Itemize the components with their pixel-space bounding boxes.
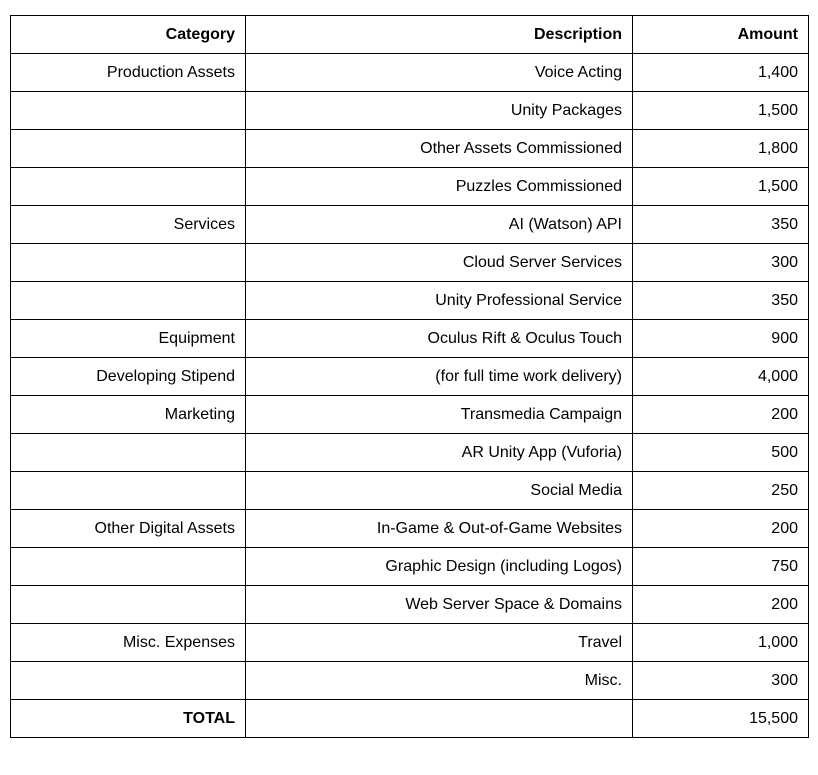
cell-amount: 500: [633, 434, 809, 472]
table-row: [11, 92, 809, 130]
table-row: [11, 130, 809, 168]
cell-amount: 750: [633, 548, 809, 586]
cell-category: [11, 662, 246, 700]
cell-description: Transmedia Campaign: [246, 396, 633, 434]
cell-amount: 200: [633, 510, 809, 548]
cell-amount: 900: [633, 320, 809, 358]
cell-description: In-Game & Out-of-Game Websites: [246, 510, 633, 548]
table-row: [11, 548, 809, 586]
cell-category: [11, 282, 246, 320]
table-header-row: [11, 16, 809, 54]
cell-category: [11, 130, 246, 168]
cell-amount: 1,800: [633, 130, 809, 168]
table-row: [11, 358, 809, 396]
cell-amount: 1,000: [633, 624, 809, 662]
cell-description: Web Server Space & Domains: [246, 586, 633, 624]
table-row: [11, 662, 809, 700]
header-amount: Amount: [633, 16, 809, 54]
cell-category: Other Digital Assets: [11, 510, 246, 548]
cell-category: Misc. Expenses: [11, 624, 246, 662]
cell-description: (for full time work delivery): [246, 358, 633, 396]
total-label: TOTAL: [11, 700, 246, 738]
table-row: [11, 586, 809, 624]
cell-amount: 350: [633, 282, 809, 320]
cell-description: Unity Professional Service: [246, 282, 633, 320]
cell-category: [11, 548, 246, 586]
total-description: [246, 700, 633, 738]
table-row: [11, 434, 809, 472]
cell-description: Voice Acting: [246, 54, 633, 92]
cell-category: Equipment: [11, 320, 246, 358]
cell-amount: 350: [633, 206, 809, 244]
cell-category: Services: [11, 206, 246, 244]
table-row: [11, 396, 809, 434]
header-description: Description: [246, 16, 633, 54]
cell-amount: 1,400: [633, 54, 809, 92]
cell-category: [11, 92, 246, 130]
cell-description: Misc.: [246, 662, 633, 700]
cell-description: Puzzles Commissioned: [246, 168, 633, 206]
cell-description: Oculus Rift & Oculus Touch: [246, 320, 633, 358]
cell-category: Production Assets: [11, 54, 246, 92]
cell-category: [11, 244, 246, 282]
total-row: [11, 700, 809, 738]
cell-description: Social Media: [246, 472, 633, 510]
table-row: [11, 624, 809, 662]
cell-amount: 300: [633, 244, 809, 282]
cell-amount: 4,000: [633, 358, 809, 396]
table-row: [11, 510, 809, 548]
table-row: [11, 54, 809, 92]
cell-description: Other Assets Commissioned: [246, 130, 633, 168]
cell-category: Developing Stipend: [11, 358, 246, 396]
cell-description: Cloud Server Services: [246, 244, 633, 282]
cell-description: Travel: [246, 624, 633, 662]
cell-amount: 200: [633, 586, 809, 624]
total-amount: 15,500: [633, 700, 809, 738]
cell-description: AI (Watson) API: [246, 206, 633, 244]
cell-description: Graphic Design (including Logos): [246, 548, 633, 586]
table-row: [11, 206, 809, 244]
table-row: [11, 472, 809, 510]
table-row: [11, 320, 809, 358]
cell-category: [11, 168, 246, 206]
cell-category: [11, 472, 246, 510]
cell-category: [11, 586, 246, 624]
budget-table: [10, 15, 809, 738]
table-row: [11, 282, 809, 320]
table-body: [11, 54, 809, 700]
cell-description: AR Unity App (Vuforia): [246, 434, 633, 472]
cell-description: Unity Packages: [246, 92, 633, 130]
cell-amount: 1,500: [633, 168, 809, 206]
cell-amount: 1,500: [633, 92, 809, 130]
header-category: Category: [11, 16, 246, 54]
cell-amount: 300: [633, 662, 809, 700]
table-row: [11, 244, 809, 282]
table-row: [11, 168, 809, 206]
cell-amount: 250: [633, 472, 809, 510]
cell-amount: 200: [633, 396, 809, 434]
cell-category: [11, 434, 246, 472]
cell-category: Marketing: [11, 396, 246, 434]
